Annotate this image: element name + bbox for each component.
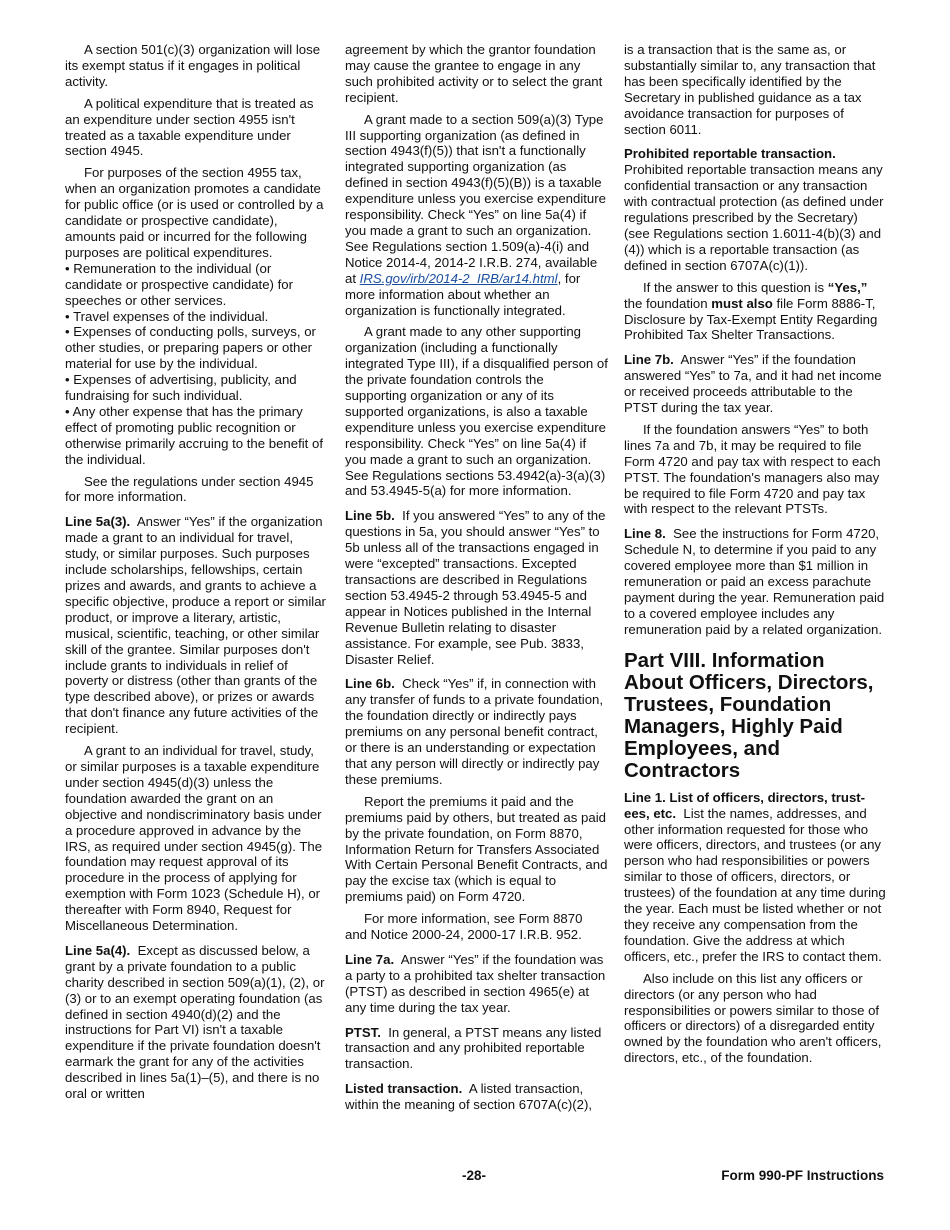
column-2 — [345, 42, 608, 1119]
line-heading: Prohibited reportable transaction. — [624, 146, 836, 162]
paragraph: Also include on this list any officers or directors (or any person who had responsibilities or powers similar to those of officers or directors) of a disregarded entity owned by the foundation who aren't officers, directors, etc., of the foundation. — [624, 970, 882, 1066]
bullet-icon: • — [65, 324, 70, 340]
paragraph: Listed transaction. A listed transaction, within the meaning of section 6707A(c)(2), — [345, 1081, 593, 1113]
bullet-item: • Travel expenses of the individual. — [65, 308, 269, 324]
bullet-item: • Any other expense that has the primary effect of promoting public recognition or otherwise primarily accruing to the benefit of the individual. — [65, 403, 324, 467]
line-heading: Line 6b. — [345, 676, 395, 692]
line-heading: Line 7b. — [624, 352, 674, 368]
paragraph: is a transaction that is the same as, or substantially similar to, any transaction that has been specifically identified by the Secretary in published guidance as a tax avoidance transaction for purposes of section 6011. — [624, 42, 876, 137]
bullet-item: • Expenses of advertising, publicity, and fundraising for such individual. — [65, 372, 297, 404]
paragraph: Line 7a. Answer “Yes” if the foundation was a party to a prohibited tax shelter transaction (PTST) as described in section 4965(e) at any time during the tax year. — [345, 951, 606, 1015]
bullet-icon: • — [65, 260, 70, 276]
line-heading: Line 8. — [624, 526, 666, 542]
bullet-item: • Remuneration to the individual (or candidate or prospective candidate) for speeches or other services. — [65, 260, 293, 308]
paragraph: Line 1. List of officers, directors, trust-ees, etc. List the names, addresses, and other information requested for those who were officers, directors, and trustees (or any person who had responsibilities or powers similar to those of officers, directors, or trustees) of the foundation at any time during the year. Each must be listed whether or not they receive any compensation from the foundation. Give the address at which officers, etc., prefer the IRS to contact them. — [624, 789, 886, 964]
paragraph: Line 8. See the instructions for Form 4720, Schedule N, to determine if you paid to any covered employee more than $1 million in remuneration or paid an excess parachute payment during the year. Remuneration paid to a covered employee includes any remuneration paid by a related organization. — [624, 526, 885, 637]
paragraph: For more information, see Form 8870 and Notice 2000-24, 2000-17 I.R.B. 952. — [345, 911, 583, 943]
paragraph: A grant made to a section 509(a)(3) Type III supporting organization (as defined in section 4943(f)(5)) that isn't a functionally integrated supporting organization (as defined in section 4943(f)(5)(B)) is a taxable expenditure unless you exercise expenditure responsibility. Check “Yes” on line 5a(4) if you made a grant to such an organization. See Regulations section 1.509(a)-4(i) and Notice 2014-4, 2014-2 I.R.B. 274, available at IRS.gov/irb/2014-2_IRB/ar14.html, for more information about whether an organization is functionally integrated. — [345, 111, 606, 318]
form-title: Form 990-PF Instructions — [721, 1168, 884, 1183]
paragraph: Line 7b. Answer “Yes” if the foundation answered “Yes” to 7a, and it had net income or received proceeds attributable to the PTST during the tax year. — [624, 352, 882, 416]
page-number: -28- — [462, 1168, 487, 1183]
line-heading: Line 5a(3). — [65, 514, 131, 530]
paragraph: A grant to an individual for travel, study, or similar purposes is a taxable expenditure under section 4945(d)(3) unless the foundation awarded the grant on an objective and nondiscriminatory basis under a procedure approved in advance by the IRS, as required under section 4945(g). The foundation may request approval of its procedure in the process of applying for exemption with Form 1023 (Schedule H), or thereafter with Form 8940, Request for Miscellaneous Determination. — [65, 743, 323, 934]
line-heading: PTST. — [345, 1024, 381, 1040]
irb-link[interactable]: IRS.gov/irb/2014-2_IRB/ar14.html — [359, 270, 558, 286]
line-heading: Line 7a. — [345, 951, 395, 967]
line-heading: Listed transaction. — [345, 1081, 463, 1097]
column-3 — [624, 42, 886, 1072]
bullet-icon: • — [65, 403, 70, 419]
paragraph: agreement by which the grantor foundation may cause the grantee to engage in any such prohibited activity or to select the grant recipient. — [345, 42, 603, 105]
paragraph: Line 5b. If you answered “Yes” to any of the questions in 5a, you should answer “Yes” to 5b unless all of the transactions engaged in were “excepted” transactions. Excepted transactions are described in Regulations section 53.4945-2 through 53.4945-5 and appear in Notices published in the Internal Revenue Bulletin relating to disaster assistance. For example, see Pub. 3833, Disaster Relief. — [345, 508, 606, 667]
paragraph: If the answer to this question is “Yes,” the foundation must also file Form 8886-T, Disclosure by Tax-Exempt Entity Regarding Prohibited Tax Shelter Transactions. — [624, 279, 878, 343]
bullet-list — [65, 261, 327, 468]
column-1 — [65, 42, 327, 1108]
paragraph: A political expenditure that is treated as an expenditure under section 4955 isn't treated as a taxable expenditure under section 4945. — [65, 95, 314, 159]
bullet-icon: • — [65, 372, 70, 388]
paragraph: A section 501(c)(3) organization will lose its exempt status if it engages in political activity. — [65, 42, 321, 89]
paragraph: Line 5a(4). Except as discussed below, a grant by a private foundation to a public charity described in section 509(a)(1), (2), or (3) or to an exempt operating foundation (as defined in section 4940(d)(2) and the instructions for Part VI) isn't a taxable expenditure if the private foundation doesn't earmark the grant for any of the activities described in lines 5a(1)–(5), and there is no oral or written — [65, 942, 325, 1102]
line-heading: Line 5a(4). — [65, 942, 131, 958]
bullet-icon: • — [65, 308, 70, 324]
paragraph: See the regulations under section 4945 for more information. — [65, 473, 314, 505]
paragraph: If the foundation answers “Yes” to both lines 7a and 7b, it may be required to file Form 4720 and pay tax with respect to each PTST. The foundation's managers also may be required to file Form 4720 and pay tax with respect to the relevant PTSTs. — [624, 421, 881, 517]
line-heading: Line 5b. — [345, 508, 395, 524]
part-heading: Part VIII. Information About Officers, Directors, Trustees, Foundation Managers, Highly Paid Employees, and Contractors — [624, 648, 874, 782]
paragraph: Prohibited reportable transaction. Prohibited reportable transaction means any confidential transaction or any transaction with contractual protection (as defined under regulations prescribed by the Secretary) (see Regulations section 1.6011-4(b)(3) and (4)) which is a reportable transaction (as defined in section 6707A(c)(1)). — [624, 146, 884, 273]
bullet-item: • Expenses of conducting polls, surveys, or other studies, or preparing papers or other material for use by the individual. — [65, 324, 316, 372]
paragraph: Report the premiums it paid and the premiums paid by others, but treated as paid by the private foundation, on Form 8870, Information Return for Transfers Associated With Certain Personal Benefit Contracts, and pay the excise tax (which is equal to premiums paid) on Form 4720. — [345, 793, 608, 905]
paragraph: Line 5a(3). Answer “Yes” if the organization made a grant to an individual for travel, study, or similar purposes. Such purposes include scholarships, fellowships, certain prizes and awards, and grants to achieve a specific objective, produce a report or similar product, or improve a literary, artistic, musical, scientific, teaching, or other similar skill of the grantee. Similar purposes don't include grants to individuals in relief of poverty or distress (other than grants of the type described above), or prizes or awards that don't finance any future activities of the recipient. — [65, 514, 326, 737]
line-heading: Line 1. List of officers, directors, trust-ees, etc. — [624, 789, 866, 821]
paragraph: For purposes of the section 4955 tax, when an organization promotes a candidate for public office (or is used or controlled by a candidate or prospective candidate), amounts paid or incurred for the following purposes are political expenditures. — [65, 165, 324, 260]
paragraph: PTST. In general, a PTST means any listed transaction and any prohibited reportable transaction. — [345, 1024, 602, 1072]
paragraph: Line 6b. Check “Yes” if, in connection with any transfer of funds to a private foundation, the foundation directly or indirectly pays premiums on any personal benefit contract, or there is an understanding or expectation that any person will directly or indirectly pay these premiums. — [345, 676, 604, 787]
paragraph: A grant made to any other supporting organization (including a functionally integrated Type III), if a disqualified person of the private foundation controls the supporting organization or any of its supported organizations, is also a taxable expenditure unless you exercise expenditure responsibility. Check “Yes” on line 5a(4) if you made a grant to such an organization. See Regulations sections 53.4942(a)-3(a)(3) and 53.4945-5(a) for more information. — [345, 324, 608, 499]
